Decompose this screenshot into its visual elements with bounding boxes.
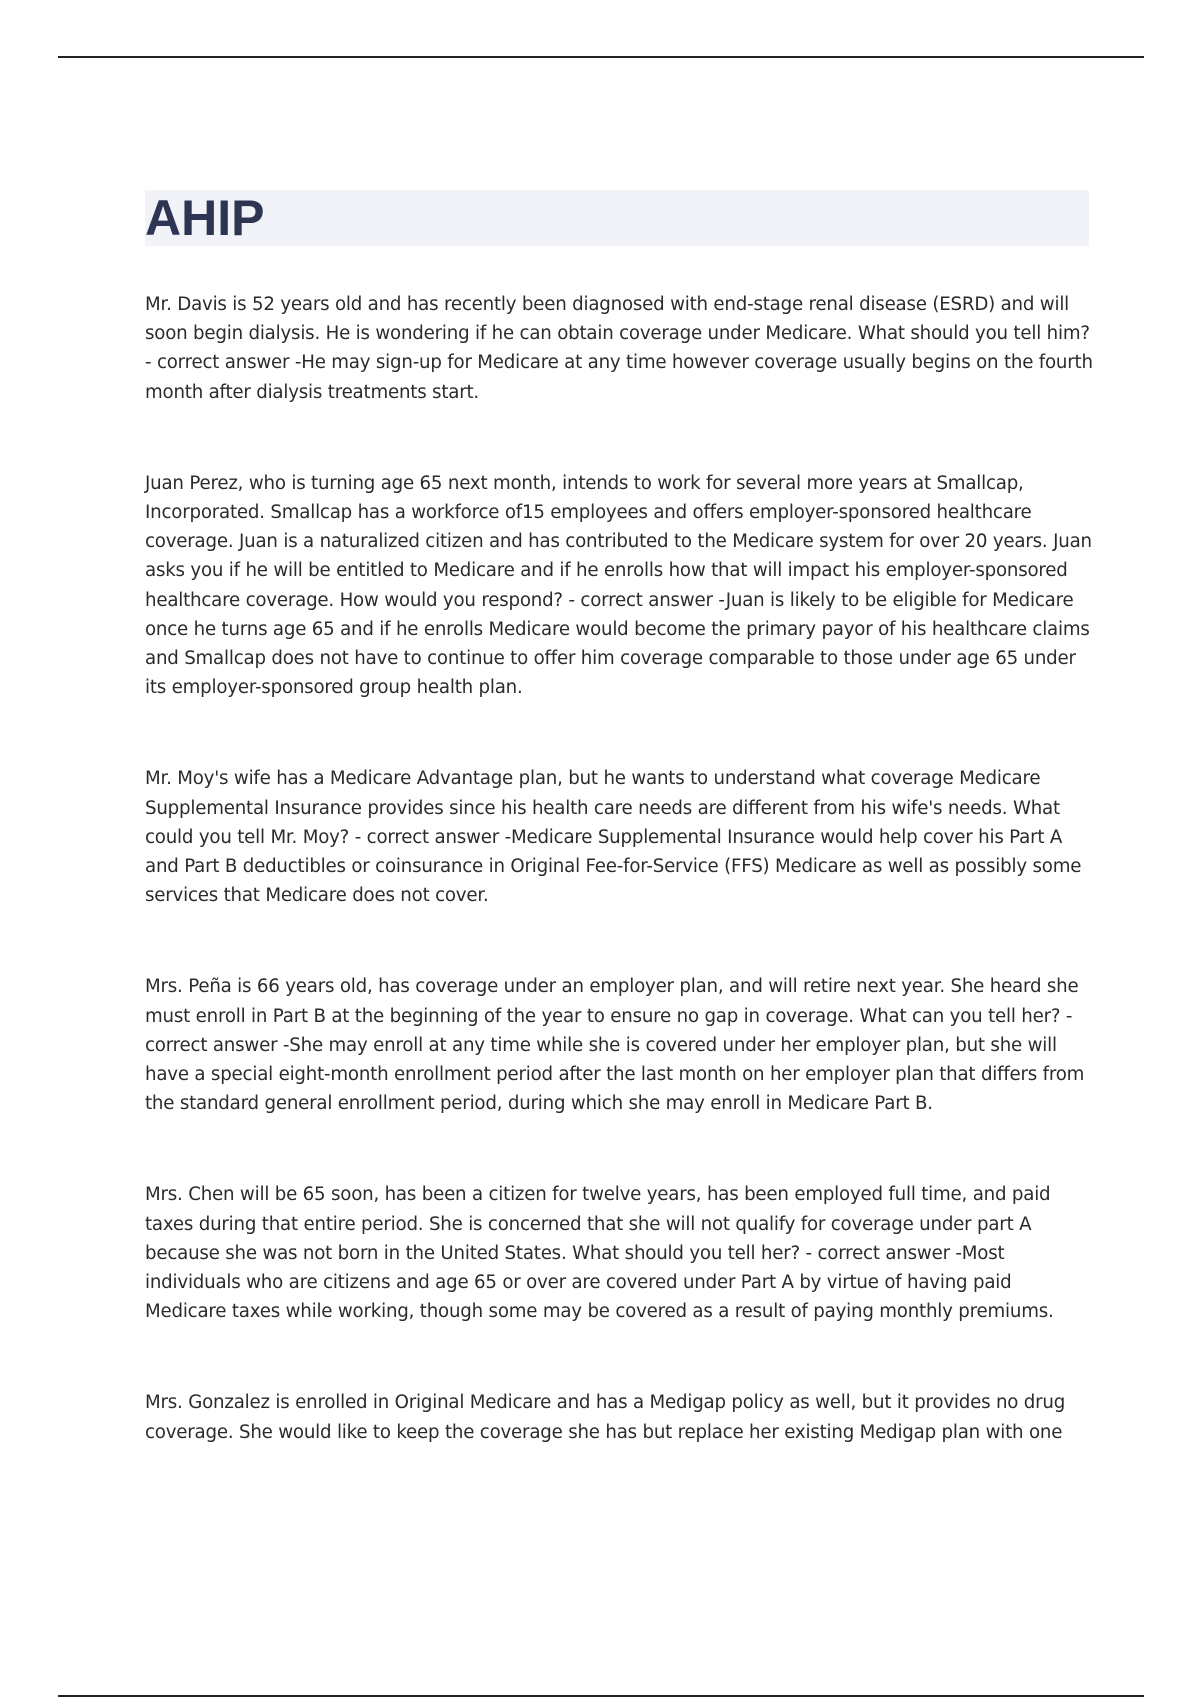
qa-paragraph-davis: Mr. Davis is 52 years old and has recently been diagnosed with end-stage renal disease (ESRD) and will soon begin dialysis. He is wondering if he can obtain coverage under Medicare. What should you tell him? - correct answer -He may sign-up for Medicare at any time however coverage usually begins on the fourth month after dialysis treatments start. [145,294,1093,403]
bottom-rule [58,1695,1144,1697]
qa-paragraph-moy: Mr. Moy's wife has a Medicare Advantage plan, but he wants to understand what coverage Medicare Supplemental Insurance provides since his health care needs are different from his wife's needs. What could you tell Mr. Moy? - correct answer -Medicare Supplemental Insurance would help cover his Part A and Part B deductibles or coinsurance in Original Fee-for-Service (FFS) Medicare as well as possibly some services that Medicare does not cover. [145,768,1082,907]
qa-paragraph-chen: Mrs. Chen will be 65 soon, has been a citizen for twelve years, has been employed full time, and paid taxes during that entire period. She is concerned that she will not qualify for coverage under part A because she was not born in the United States. What should you tell her? - correct answer -Most individuals who are citizens and age 65 or over are covered under Part A by virtue of having paid Medicare taxes while working, though some may be covered as a result of paying monthly premiums. [145,1184,1054,1323]
document-title: AHIP [145,190,265,246]
qa-paragraph-perez: Juan Perez, who is turning age 65 next month, intends to work for several more years at Smallcap, Incorporated. Smallcap has a workforce of15 employees and offers employer-sponsored healthcare coverage. Juan is a naturalized citizen and has contributed to the Medicare system for over 20 years. Juan asks you if he will be entitled to Medicare and if he enrolls how that will impact his employer-sponsored healthcare coverage. How would you respond? - correct answer -Juan is likely to be eligible for Medicare once he turns age 65 and if he enrolls Medicare would become the primary payor of his healthcare claims and Smallcap does not have to continue to offer him coverage comparable to those under age 65 under its employer-sponsored group health plan. [145,472,1092,699]
top-rule [58,56,1144,58]
qa-paragraph-pena: Mrs. Peña is 66 years old, has coverage under an employer plan, and will retire next year. She heard she must enroll in Part B at the beginning of the year to ensure no gap in coverage. What can you tell her? - correct answer -She may enroll at any time while she is covered under her employer plan, but she will have a special eight-month enrollment period after the last month on her employer plan that differs from the standard general enrollment period, during which she may enroll in Medicare Part B. [145,976,1085,1115]
qa-paragraph-gonzalez: Mrs. Gonzalez is enrolled in Original Medicare and has a Medigap policy as well, but it provides no drug coverage. She would like to keep the coverage she has but replace her existing Medigap plan with one [145,1392,1066,1443]
qa-content [145,290,1093,1509]
title-band [145,190,1089,246]
